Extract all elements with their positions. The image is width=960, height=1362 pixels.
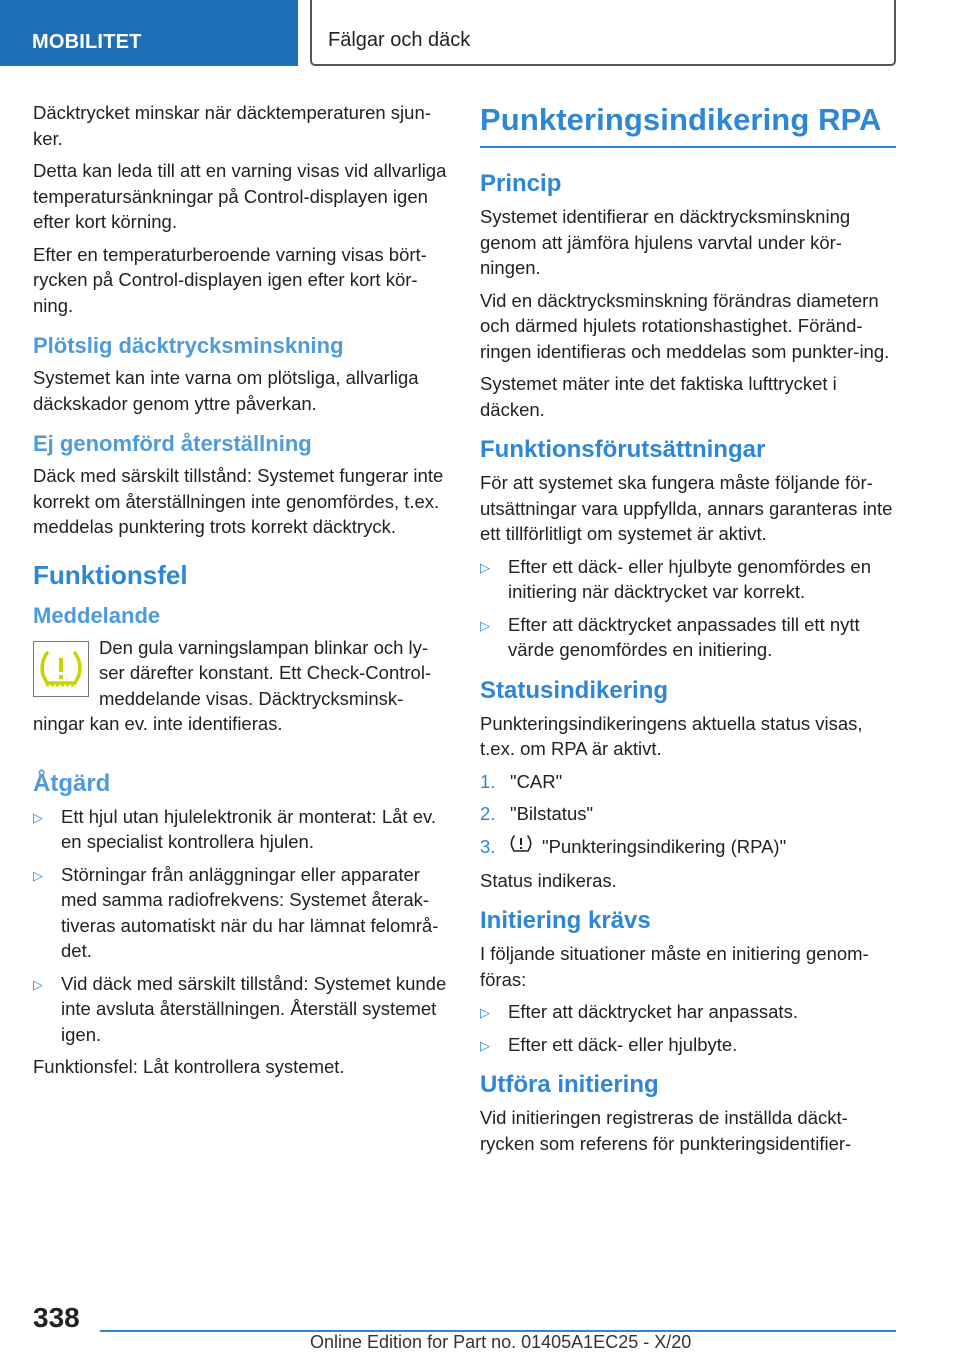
init-required-text: I följande situationer måste en initiering genom-föras:	[480, 943, 869, 990]
sudden-drop-text: Systemet kan inte varna om plötsliga, allvarliga däckskador genom yttre påverkan.	[33, 367, 419, 414]
intro-paragraph-1: Däcktrycket minskar när däcktemperaturen sjun-ker.	[33, 102, 431, 149]
init-required-list	[480, 999, 896, 1057]
status-text: Punkteringsindikeringens aktuella status visas, t.ex. om RPA är aktivt.	[480, 712, 863, 759]
intro-paragraph-3: Efter en temperaturberoende varning visas bört-rycken på Control-displayen igen efter kort kör-ning.	[33, 243, 427, 316]
principle-paragraph-3: Systemet mäter inte det faktiska lufttrycket i däcken.	[480, 373, 837, 420]
list-item: ▷ Efter ett däck- eller hjulbyte.	[480, 1032, 896, 1058]
perform-init-text: Vid initieringen registreras de inställda däckt-rycken som referens för punkteringsidentifier-	[480, 1107, 852, 1154]
prerequisites-heading: Funktionsförutsättningar	[480, 436, 766, 463]
triangle-bullet-icon: ▷	[33, 867, 43, 883]
section-tab: MOBILITET	[0, 0, 298, 66]
status-after-text: Status indikeras.	[480, 869, 617, 891]
triangle-bullet-icon: ▷	[33, 976, 43, 992]
list-item: ▷ Ett hjul utan hjulelektronik är monterat: Låt ev. en specialist kontrollera hjulen.	[33, 805, 436, 852]
page-number: 338	[33, 1302, 80, 1333]
principle-paragraph-1: Systemet identifierar en däcktrycksminskning genom att jämföra hjulens varvtal under kör-ningen.	[480, 206, 851, 278]
principle-heading: Princip	[480, 170, 562, 197]
left-column	[33, 100, 451, 1087]
edition-text: Online Edition for Part no. 01405A1EC25 - X/20	[310, 1332, 692, 1352]
page-footer	[0, 1290, 960, 1362]
triangle-bullet-icon: ▷	[33, 809, 43, 825]
sudden-drop-heading: Plötslig däcktrycksminskning	[33, 333, 344, 358]
list-item: ▷ Efter att däcktrycket anpassades till ett nytt värde genomfördes en initiering.	[480, 613, 860, 660]
list-item: 1. "CAR"	[480, 770, 563, 792]
malfunction-footer-text: Funktionsfel: Låt kontrollera systemet.	[33, 1056, 345, 1077]
reset-text: Däck med särskilt tillstånd: Systemet fungerar inte korrekt om återställningen inte genomfördes, t.ex. meddelas punktering trots korrekt däcktryck.	[33, 465, 444, 537]
right-column	[480, 102, 896, 1163]
list-item: ▷ Efter ett däck- eller hjulbyte genomfördes en initiering när däcktrycket var korrekt.	[480, 555, 871, 602]
message-text: Den gula varningslampan blinkar och ly-ser därefter konstant. Ett Check-Control-meddelande visas. Däcktrycksminsk-ningar kan ev. inte identifieras.	[33, 636, 432, 734]
triangle-bullet-icon: ▷	[480, 1005, 490, 1021]
message-block	[33, 635, 451, 744]
action-list	[33, 804, 451, 1048]
rpa-title: Punkteringsindikering RPA	[480, 102, 896, 148]
prerequisites-text: För att systemet ska fungera måste följande för-utsättningar vara uppfyllda, annars garanteras inte ett tillförlitligt om systemet är aktivt.	[480, 472, 893, 544]
init-required-heading: Initiering krävs	[480, 907, 651, 935]
triangle-bullet-icon: ▷	[480, 617, 490, 633]
malfunction-heading: Funktionsfel	[33, 559, 188, 590]
reset-heading: Ej genomförd återställning	[33, 431, 312, 456]
status-steps	[480, 769, 896, 861]
triangle-bullet-icon: ▷	[480, 1037, 490, 1053]
triangle-bullet-icon: ▷	[480, 559, 490, 575]
tire-warning-lamp-icon	[33, 641, 89, 697]
page-header	[0, 0, 960, 66]
status-heading: Statusindikering	[480, 676, 669, 704]
list-item: ▷ Störningar från anläggningar eller apparater med samma radiofrekvens: Systemet återak-tiveras automatiskt när du har lämnat felområ-det.	[33, 863, 439, 961]
chapter-tab: Fälgar och däck	[310, 0, 896, 66]
list-item: ▷ Vid däck med särskilt tillstånd: Systemet kunde inte avsluta återställningen. Återställ systemet igen.	[33, 972, 447, 1045]
list-item: ▷ Efter att däcktrycket har anpassats.	[480, 999, 896, 1025]
prerequisites-list	[480, 554, 896, 663]
message-heading: Meddelande	[33, 602, 161, 628]
intro-paragraph-2: Detta kan leda till att en varning visas vid allvarliga temperatursänkningar på Control-displayen igen efter kort körning.	[33, 160, 447, 232]
perform-init-heading: Utföra initiering	[480, 1071, 659, 1099]
list-item: 3. "Punkteringsindikering (RPA)"	[480, 834, 896, 861]
principle-paragraph-2: Vid en däcktrycksminskning förändras diametern och därmed hjulets rotationshastighet. Föränd-ringen identifieras och meddelas som punkter-ing.	[480, 289, 890, 362]
action-heading: Åtgärd	[33, 769, 111, 797]
tire-pressure-icon	[510, 834, 532, 861]
list-item: 2. "Bilstatus"	[480, 803, 594, 824]
